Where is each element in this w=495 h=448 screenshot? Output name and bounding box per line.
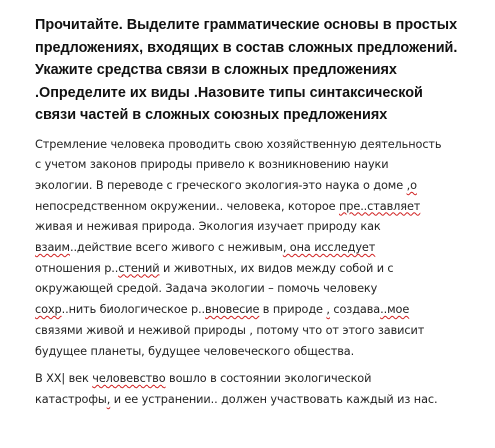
paragraph-line: с учетом законов природы привело к возникновению науки (35, 158, 389, 172)
paragraph-line: связями живой и неживой природы , потому что от этого зависит (35, 323, 425, 337)
text-run: в природе (259, 303, 327, 317)
spellcheck-flagged-word[interactable]: , она исследует (282, 241, 376, 255)
spellcheck-flagged-word[interactable]: взаим (35, 241, 70, 255)
paragraph-line: будущее планеты, будущее человеческого общества. (35, 344, 355, 358)
task-heading-line: Укажите средства связи в сложных предложениях (35, 62, 397, 78)
paragraph-line (35, 176, 475, 197)
task-heading (35, 14, 475, 127)
spellcheck-flagged-word[interactable]: ,о (406, 178, 417, 192)
spellcheck-flagged-word[interactable]: человевство (92, 372, 166, 386)
spellcheck-flagged-word[interactable]: пре..ставляет (338, 199, 421, 213)
paragraph-line (35, 238, 475, 259)
text-run: экологии. В переводе с греческого экология-это наука о доме (35, 178, 404, 192)
paragraph-line (35, 197, 475, 218)
paragraph-line (35, 259, 475, 280)
paragraph-line (35, 390, 475, 411)
text-run: непосредственном окружении.. человека, которое (35, 199, 339, 213)
text-run: ..действие всего живого с неживым (69, 241, 283, 255)
text-run: отношения р.. (35, 261, 119, 275)
text-run: вошло в состоянии экологической (165, 372, 372, 386)
paragraph-line (35, 369, 475, 390)
document-page (35, 14, 475, 411)
paragraph-line: окружающей средой. Задача экологии – помочь человеку (35, 282, 378, 296)
spellcheck-flagged-word[interactable]: , (326, 303, 330, 317)
spellcheck-flagged-word[interactable]: вновесие (205, 303, 260, 317)
task-heading-line: Прочитайте. Выделите грамматические основы в простых (35, 17, 458, 33)
text-paragraph-2 (35, 369, 475, 410)
text-run: и ее устранении.. должен участвовать каждый из нас. (110, 392, 438, 406)
spellcheck-flagged-word[interactable]: , (106, 392, 111, 406)
text-paragraph-1 (35, 135, 475, 363)
text-run: ..нить биологическое р.. (61, 303, 206, 317)
paragraph-line: Стремление человека проводить свою хозяйственную деятельность (35, 137, 442, 151)
task-heading-line: предложениях, входящих в состав сложных предложений. (35, 39, 458, 56)
text-run: и животных, их видов между собой и с (159, 261, 394, 275)
text-run: катастрофы (35, 392, 107, 406)
task-heading-line: .Определите их виды .Назовите типы синтаксической (35, 84, 423, 101)
text-run: создава (329, 303, 381, 317)
spellcheck-flagged-word[interactable]: стений (118, 261, 160, 275)
paragraph-line (35, 300, 475, 321)
text-run: В XX| век (35, 372, 93, 386)
paragraph-line: живая и неживая природа. Экология изучает природу как (35, 220, 381, 234)
task-heading-line: связи частей в сложных союзных предложениях (35, 107, 388, 123)
spellcheck-flagged-word[interactable]: сохр (35, 303, 62, 317)
spellcheck-flagged-word[interactable]: ..мое (380, 303, 410, 317)
